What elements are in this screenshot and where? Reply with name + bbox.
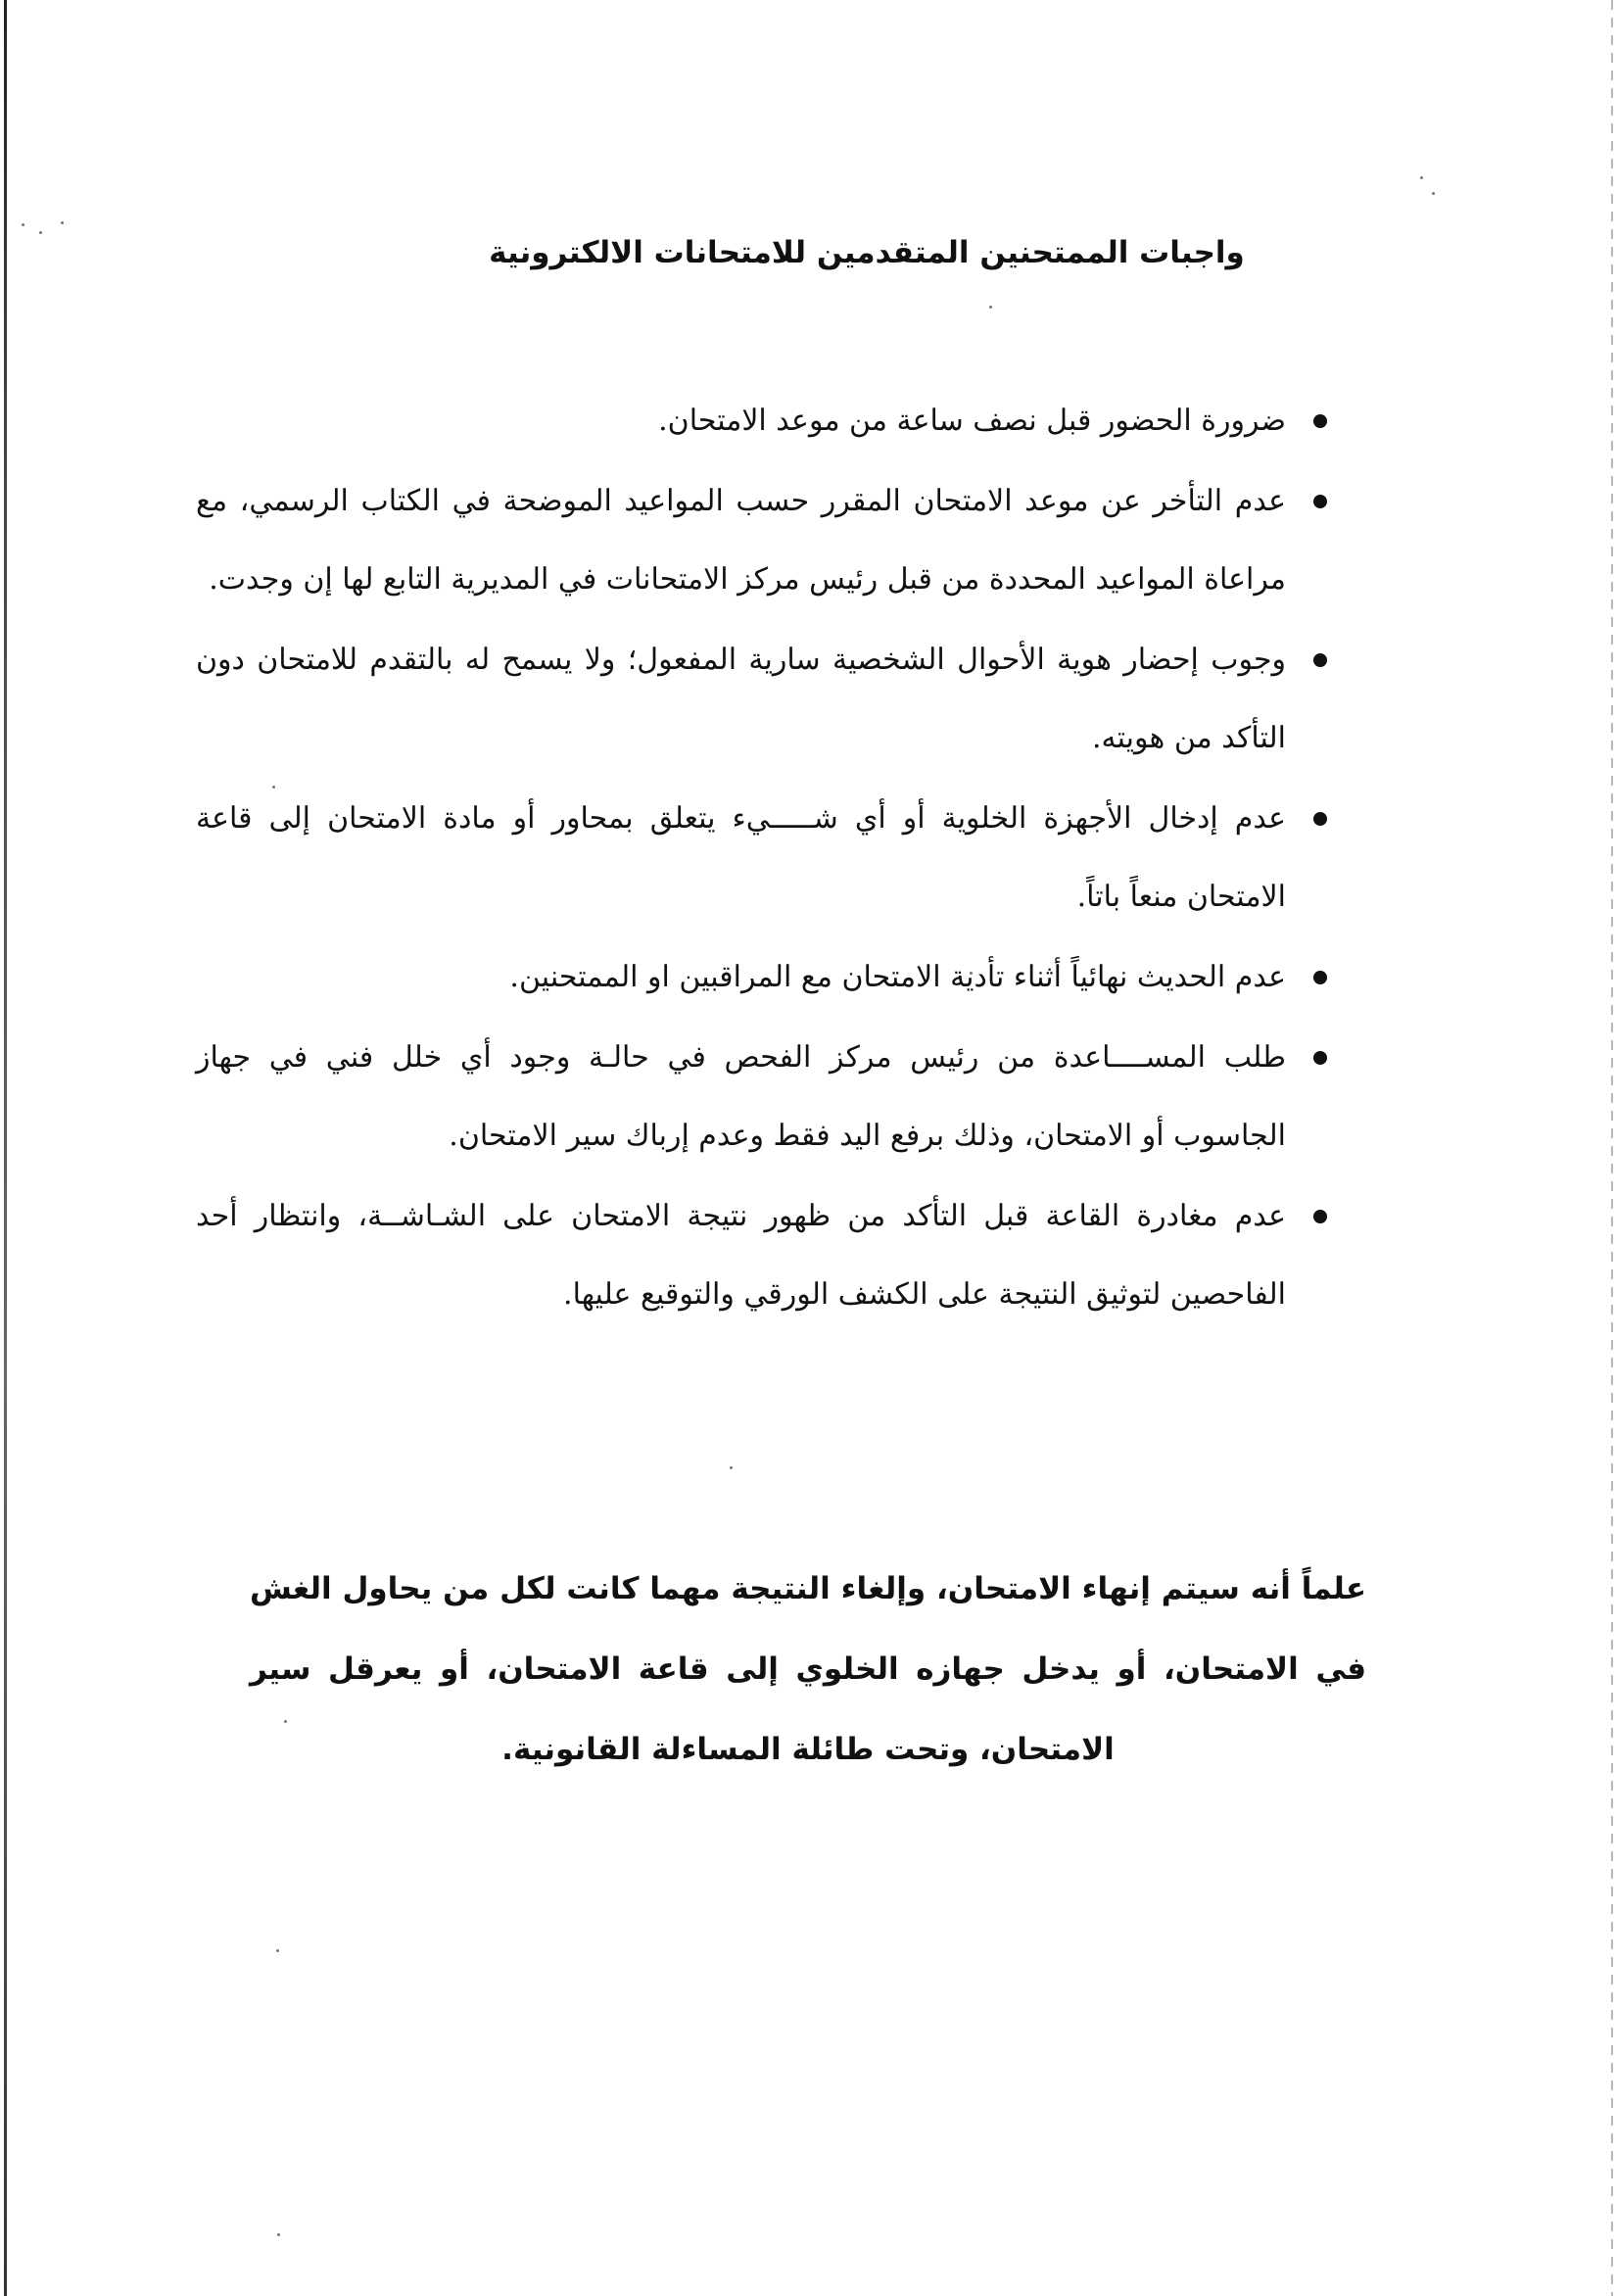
list-item-text: عدم التأخر عن موعد الامتحان المقرر حسب المواعيد الموضحة في الكتاب الرسمي، مع مراعاة المواعيد المحددة من قبل رئيس مركز الامتحانات في المديرية التابع لها إن وجدت. bbox=[196, 484, 1286, 597]
duties-list bbox=[196, 382, 1327, 1336]
list-item bbox=[196, 462, 1327, 619]
bullet-icon bbox=[1313, 812, 1327, 826]
list-item-text: وجوب إحضار هوية الأحوال الشخصية سارية المفعول؛ ولا يسمح له بالتقدم للامتحان دون التأكد من هويته. bbox=[196, 643, 1286, 755]
scan-speck bbox=[277, 2233, 280, 2236]
scan-speck bbox=[730, 1466, 733, 1469]
bullet-icon bbox=[1313, 495, 1327, 508]
list-item bbox=[196, 938, 1327, 1017]
list-item bbox=[196, 1177, 1327, 1334]
bullet-icon bbox=[1313, 414, 1327, 428]
scan-speck bbox=[1420, 176, 1423, 179]
list-item-text: عدم إدخال الأجهزة الخلوية أو أي شـــــيء يتعلق بمحاور أو مادة الامتحان إلى قاعة الامتحان منعاً باتاً. bbox=[196, 801, 1286, 914]
list-item-text: ضرورة الحضور قبل نصف ساعة من موعد الامتحان. bbox=[658, 404, 1286, 438]
list-item-text: عدم مغادرة القاعة قبل التأكد من ظهور نتيجة الامتحان على الشـاشــة، وانتظار أحد الفاحصين لتوثيق النتيجة على الكشف الورقي والتوقيع عليها. bbox=[196, 1199, 1286, 1312]
scan-speck bbox=[989, 306, 992, 309]
list-item-text: طلب المســــاعدة من رئيس مركز الفحص في حالـة وجود أي خلل فني في جهاز الجاسوب أو الامتحان، وذلك برفع اليد فقط وعدم إرباك سير الامتحان. bbox=[196, 1040, 1286, 1153]
bullet-icon bbox=[1313, 653, 1327, 667]
list-item-text: عدم الحديث نهائياً أثناء تأدية الامتحان مع المراقبين او الممتحنين. bbox=[509, 960, 1286, 994]
list-item bbox=[196, 780, 1327, 936]
scan-speck bbox=[22, 223, 24, 226]
list-item bbox=[196, 1019, 1327, 1175]
list-item bbox=[196, 382, 1327, 460]
bullet-icon bbox=[1313, 971, 1327, 984]
scan-speck bbox=[61, 221, 64, 224]
scan-left-edge bbox=[4, 0, 7, 2296]
list-item bbox=[196, 621, 1327, 778]
scan-speck bbox=[276, 1949, 279, 1952]
bullet-icon bbox=[1313, 1210, 1327, 1223]
page-title: واجبات الممتحنين المتقدمين للامتحانات الالكترونية bbox=[489, 234, 1245, 270]
closing-note: علماً أنه سيتم إنهاء الامتحان، وإلغاء النتيجة مهما كانت لكل من يحاول الغش في الامتحان، أو يدخل جهازه الخلوي إلى قاعة الامتحان، أو يعرقل سير الامتحان، وتحت طائلة المساءلة القانونية. bbox=[250, 1571, 1366, 1767]
scan-speck bbox=[39, 231, 42, 234]
bullet-icon bbox=[1313, 1051, 1327, 1065]
scan-right-edge bbox=[1611, 0, 1613, 2296]
scan-speck bbox=[1432, 192, 1435, 195]
